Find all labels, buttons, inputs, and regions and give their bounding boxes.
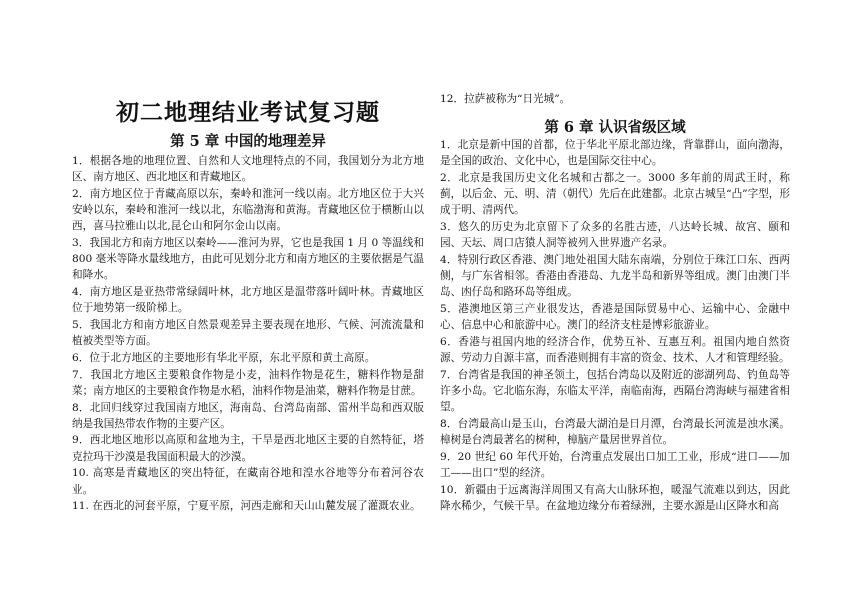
list-item: 1．北京是新中国的首都，位于华北平原北部边缘，背靠群山，面向渤海，是全国的政治、文化中心，也是国际交往中心。 [440, 139, 790, 168]
list-item: 10．新疆由于远离海洋周围又有高大山脉环抱，暖湿气流难以到达，因此降水稀少，气候干旱。在盆地边缘分布着绿洲，主要水源是山区降水和高 [440, 483, 790, 512]
chapter-6-heading: 第 6 章 认识省级区域 [544, 119, 686, 136]
list-item: 2．北京是我国历史文化名城和古都之一。3000 多年前的周武王时，称蓟，以后金、元、明、清（朝代）先后在此建都。北京古城呈“凸”字型，形成于明、清两代。 [440, 171, 790, 217]
list-item: 7．我国北方地区主要粮食作物是小麦，油料作物是花生，糖料作物是甜菜；南方地区的主要粮食作物是水稻，油料作物是油菜，糖料作物是甘蔗。 [72, 368, 424, 397]
list-item: 9．20 世纪 60 年代开始，台湾重点发展出口加工工业，形成“进口——加工——出口”型的经济。 [440, 450, 790, 480]
list-item: 9．西北地区地形以高原和盆地为主，干旱是西北地区主要的自然特征，塔克拉玛干沙漠是我国面积最大的沙漠。 [72, 434, 424, 463]
list-item: 7．台湾省是我国的神圣领土，包括台湾岛以及附近的澎湖列岛、钓鱼岛等许多小岛。它北临东海，东临太平洋，南临南海，西隔台湾海峡与福建省相望。 [440, 368, 790, 414]
list-item: 6．位于北方地区的主要地形有华北平原，东北平原和黄土高原。 [72, 351, 376, 364]
document-title: 初二地理结业考试复习题 [116, 99, 380, 126]
chapter-5-heading: 第 5 章 中国的地理差异 [170, 133, 326, 150]
list-item: 5．港澳地区第三产业很发达，香港是国际贸易中心、运输中心、金融中心、信息中心和旅游中心。澳门的经济支柱是博彩旅游业。 [440, 303, 790, 332]
list-item: 3．我国北方和南方地区以秦岭——淮河为界，它也是我国 1 月 0 等温线和 800 毫米等降水量线地方，由此可见划分北方和南方地区的主要依据是气温和降水。 [72, 237, 424, 282]
chapter-5-list [72, 153, 424, 515]
list-item: 1．根据各地的地理位置、自然和人文地理特点的不同，我国划分为北方地区、南方地区、西北地区和青藏地区。 [72, 155, 424, 184]
list-item: 4．特别行政区香港、澳门地处祖国大陆东南端，分别位于珠江口东、西两侧，与广东省相邻。香港由香港岛、九龙半岛和新界等组成。澳门由澳门半岛、凼仔岛和路环岛等组成。 [440, 253, 790, 299]
list-item: 8．北回归线穿过我国南方地区，海南岛、台湾岛南部、雷州半岛和西双版纳是我国热带农作物的主要产区。 [72, 401, 424, 430]
list-item: 3．悠久的历史为北京留下了众多的名胜古迹，八达岭长城、故宫、颐和园、天坛、周口店猿人洞等被列入世界遗产名录。 [440, 221, 790, 250]
list-item: 12．拉萨被称为“日光城”。 [440, 93, 571, 105]
list-item: 4．南方地区是亚热带常绿阔叶林，北方地区是温带落叶阔叶林。青藏地区位于地势第一级阶梯上。 [72, 286, 424, 315]
list-item: 10. 高寒是青藏地区的突出特征，在藏南谷地和湟水谷地等分布着河谷农业。 [72, 467, 424, 496]
list-item: 6．香港与祖国内地的经济合作，优势互补、互惠互利。祖国内地自然资源、劳动力自源丰富，而香港则拥有丰富的资金、技术、人才和管理经验。 [440, 335, 790, 365]
chapter-6-list [440, 137, 790, 515]
list-item: 11. 在西北的河套平原，宁夏平原，河西走廊和天山山麓发展了灌溉农业。 [72, 500, 421, 513]
list-item: 5．我国北方和南方地区自然景观差异主要表现在地形、气候、河流流量和植被类型等方面。 [72, 319, 424, 348]
list-item: 2．南方地区位于青藏高原以东，秦岭和淮河一线以南。北方地区位于大兴安岭以东，秦岭和淮河一线以北，东临渤海和黄海。青藏地区位于横断山以西，喜马拉雅山以北,昆仑山和阿尔金山以南。 [72, 187, 424, 233]
list-item: 8．台湾最高山是玉山，台湾最大湖泊是日月潭，台湾最长河流是浊水溪。樟树是台湾最著名的树种，樟脑产量居世界首位。 [440, 417, 790, 447]
